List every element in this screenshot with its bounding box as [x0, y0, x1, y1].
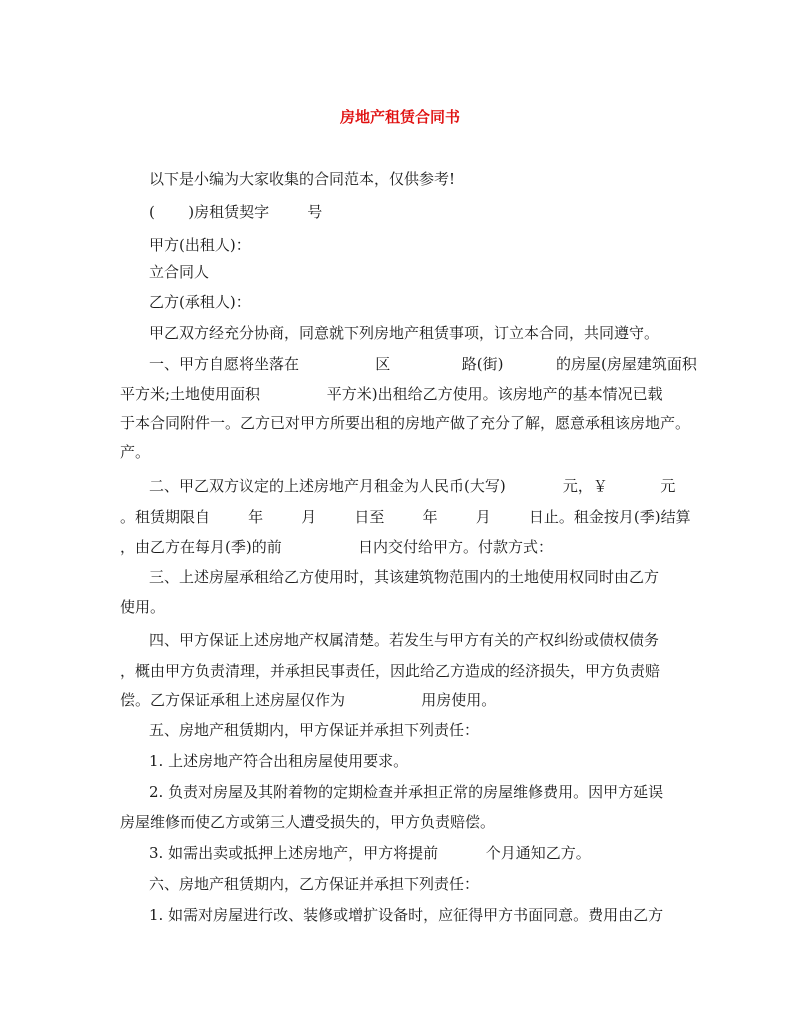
- clause-5-item-3: 3. 如需出卖或抵押上述房地产，甲方将提前 个月通知乙方。: [149, 844, 591, 862]
- clause-4-line-2: ，概由甲方负责清理，并承担民事责任，因此给乙方造成的经济损失，甲方负责赔: [120, 662, 661, 680]
- clause-2-line-3: ，由乙方在每月(季)的前 日内交付给甲方。付款方式：: [120, 538, 553, 556]
- clause-6-heading: 六、房地产租赁期内，乙方保证并承担下列责任：: [149, 875, 480, 893]
- clause-6-item-1: 1. 如需对房屋进行改、装修或增扩设备时，应征得甲方书面同意。费用由乙方: [149, 906, 664, 924]
- clause-1-line-4: 产。: [120, 443, 151, 461]
- clause-5-heading: 五、房地产租赁期内，甲方保证并承担下列责任：: [149, 721, 480, 739]
- clause-2-line-2: 。租赁期限自 年 月 日至 年 月 日止。租金按月(季)结算: [120, 508, 691, 526]
- clause-5-item-2-line-1: 2. 负责对房屋及其附着物的定期检查并承担正常的房屋维修费用。因甲方延误: [149, 783, 664, 801]
- clause-5-item-1: 1. 上述房地产符合出租房屋使用要求。: [149, 752, 409, 770]
- document-title: 房地产租赁合同书: [339, 108, 460, 126]
- agreement-line: 甲乙双方经充分协商，同意就下列房地产租赁事项，订立本合同，共同遵守。: [149, 324, 660, 342]
- signatory-line: 立合同人: [149, 263, 210, 281]
- party-b-line: 乙方(承租人)：: [149, 293, 251, 311]
- contract-number-line: ( )房租赁契字 号: [149, 203, 323, 221]
- clause-1-line-3: 于本合同附件一。乙方已对甲方所要出租的房地产做了充分了解，愿意承租该房地产。: [120, 414, 691, 432]
- clause-4-line-3: 偿。乙方保证承租上述房屋仅作为 用房使用。: [120, 691, 497, 709]
- clause-4-line-1: 四、甲方保证上述房地产权属清楚。若发生与甲方有关的产权纠纷或债权债务: [149, 631, 660, 649]
- clause-1-line-1: 一、甲方自愿将坐落在 区 路(街) 的房屋(房屋建筑面积: [149, 355, 697, 373]
- clause-3-line-2: 使用。: [120, 598, 166, 616]
- clause-1-line-2: 平方米;土地使用面积 平方米)出租给乙方使用。该房地产的基本情况已载: [120, 385, 663, 403]
- clause-5-item-2-line-2: 房屋维修而使乙方或第三人遭受损失的，甲方负责赔偿。: [120, 813, 496, 831]
- clause-3-line-1: 三、上述房屋承租给乙方使用时，其该建筑物范围内的土地使用权同时由乙方: [149, 568, 660, 586]
- clause-2-line-1: 二、甲乙双方议定的上述房地产月租金为人民币(大写) 元，￥ 元: [149, 477, 676, 495]
- intro-line: 以下是小编为大家收集的合同范本，仅供参考!: [149, 170, 456, 188]
- party-a-line: 甲方(出租人)：: [149, 236, 251, 254]
